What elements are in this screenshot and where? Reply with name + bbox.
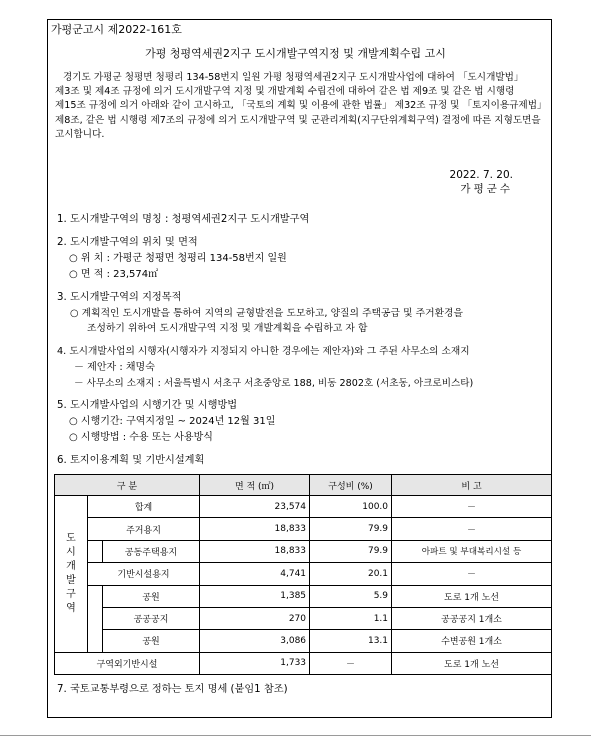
table-row-total — [55, 496, 552, 518]
table-row-housing — [55, 540, 552, 562]
section-4-proposer: － 제안자 : 채명숙 — [74, 362, 155, 373]
row-area: 18,833 — [200, 518, 310, 540]
table-header-row — [55, 475, 552, 496]
row-area: 23,574 — [200, 496, 310, 518]
row-area: 3,086 — [200, 630, 310, 652]
intro-paragraph: 경기도 가평군 청평면 청평리 134-58번지 일원 가평 청평역세권2지구 도시개발사업에 대하여 「도시개발법」 제3조 및 제4조 규정에 의거 도시개발구역 지정 및 개발계획 수립건에 대하여 같은 법 제9조 및 같은 법 시행령 제15조 규정에 의거 아래와 같이 고시하고, 「국토의 계획 및 이용에 관한 법률」 제32조 규정 및 「토지이용규제법」 제8조, 같은 법 시행령 제7조의 규정에 의거 도시개발구역 및 군관리계획(지구단위계획구역) 결정에 따른 지형도면을 고시합니다. — [55, 72, 547, 140]
section-4: 4. 도시개발사업의 시행자(시행자가 지정되지 아니한 경우에는 제안자)와 그 주된 사무소의 소재지 — [57, 346, 470, 357]
section-2-location: ○ 위 치 : 가평군 청평면 청평리 134-58번지 일원 — [69, 253, 287, 264]
row-label: 공동주택용지 — [103, 540, 200, 562]
header-ratio: 구성비 (%) — [310, 475, 392, 496]
section-5: 5. 도시개발사업의 시행기간 및 시행방법 — [57, 400, 238, 411]
row-ratio: 20.1 — [310, 563, 392, 585]
table-row-infra — [55, 563, 552, 585]
issuer-signature: 가평군수 — [460, 183, 513, 195]
section-3-line-1: ○ 계획적인 도시개발을 통하여 지역의 균형발전을 도모하고, 양질의 주택공급 및 주거환경을 — [70, 308, 463, 319]
row-ratio: 13.1 — [310, 630, 392, 652]
header-area: 면 적 (㎡) — [200, 475, 310, 496]
document-title: 가평 청평역세권2지구 도시개발구역지정 및 개발계획수립 고시 — [145, 47, 446, 60]
table-row-park — [55, 630, 552, 652]
row-label: 기반시설용지 — [88, 563, 200, 585]
header-remark: 비 고 — [392, 475, 552, 496]
section-4-office: － 사무소의 소재지 : 서울특별시 서초구 서초중앙로 188, 비동 2802호 (서초동, 아크로비스타) — [74, 378, 474, 389]
row-label: 주거용지 — [88, 518, 200, 540]
row-label: 구역외기반시설 — [55, 652, 200, 674]
row-label: 공원 — [103, 585, 200, 607]
row-label: 공원 — [103, 630, 200, 652]
page-bottom-divider — [0, 735, 591, 736]
section-5-period: ○ 시행기간: 구역지정일 ~ 2024년 12월 31일 — [69, 416, 276, 427]
indent-cell — [88, 585, 103, 652]
section-1: 1. 도시개발구역의 명칭 : 청평역세권2지구 도시개발구역 — [57, 214, 310, 225]
row-remark: 도로 1개 노선 — [392, 652, 552, 674]
land-use-table — [54, 474, 552, 675]
group-label-text: 도 시 개 발 구 역 — [66, 532, 76, 614]
row-remark: 아파트 및 부대복리시설 등 — [392, 540, 552, 562]
row-remark: 공공공지 1개소 — [392, 607, 552, 629]
row-ratio: 1.1 — [310, 607, 392, 629]
row-label: 공공공지 — [103, 607, 200, 629]
row-remark: － — [392, 518, 552, 540]
row-ratio: 79.9 — [310, 540, 392, 562]
section-6: 6. 토지이용계획 및 기반시설계획 — [57, 455, 205, 466]
row-area: 4,741 — [200, 563, 310, 585]
row-remark: 수변공원 1개소 — [392, 630, 552, 652]
section-7: 7. 국토교통부령으로 정하는 토지 명세 (붙임1 참조) — [57, 684, 288, 695]
row-ratio: － — [310, 652, 392, 674]
section-3: 3. 도시개발구역의 지정목적 — [57, 292, 182, 303]
row-area: 1,385 — [200, 585, 310, 607]
table-row-outside — [55, 652, 552, 674]
notice-number: 가평군고시 제2022-161호 — [51, 23, 182, 36]
indent-cell — [88, 540, 103, 562]
row-ratio: 79.9 — [310, 518, 392, 540]
row-ratio: 100.0 — [310, 496, 392, 518]
table-row-residential — [55, 518, 552, 540]
row-remark: － — [392, 563, 552, 585]
section-3-line-2: 조성하기 위하여 도시개발구역 지정 및 개발계획을 수립하고 자 함 — [87, 323, 368, 334]
row-remark: － — [392, 496, 552, 518]
table-row-road — [55, 585, 552, 607]
section-2: 2. 도시개발구역의 위치 및 면적 — [57, 237, 198, 248]
group-label — [55, 496, 88, 653]
section-5-method: ○ 시행방법 : 수용 또는 사용방식 — [69, 432, 213, 443]
notice-date: 2022. 7. 20. — [449, 169, 513, 181]
row-label: 합계 — [88, 496, 200, 518]
section-2-area: ○ 면 적 : 23,574㎡ — [69, 269, 159, 280]
row-ratio: 5.9 — [310, 585, 392, 607]
table-row-open-space — [55, 607, 552, 629]
header-category: 구 분 — [55, 475, 200, 496]
row-area: 18,833 — [200, 540, 310, 562]
row-area: 1,733 — [200, 652, 310, 674]
row-remark: 도로 1개 노선 — [392, 585, 552, 607]
row-area: 270 — [200, 607, 310, 629]
